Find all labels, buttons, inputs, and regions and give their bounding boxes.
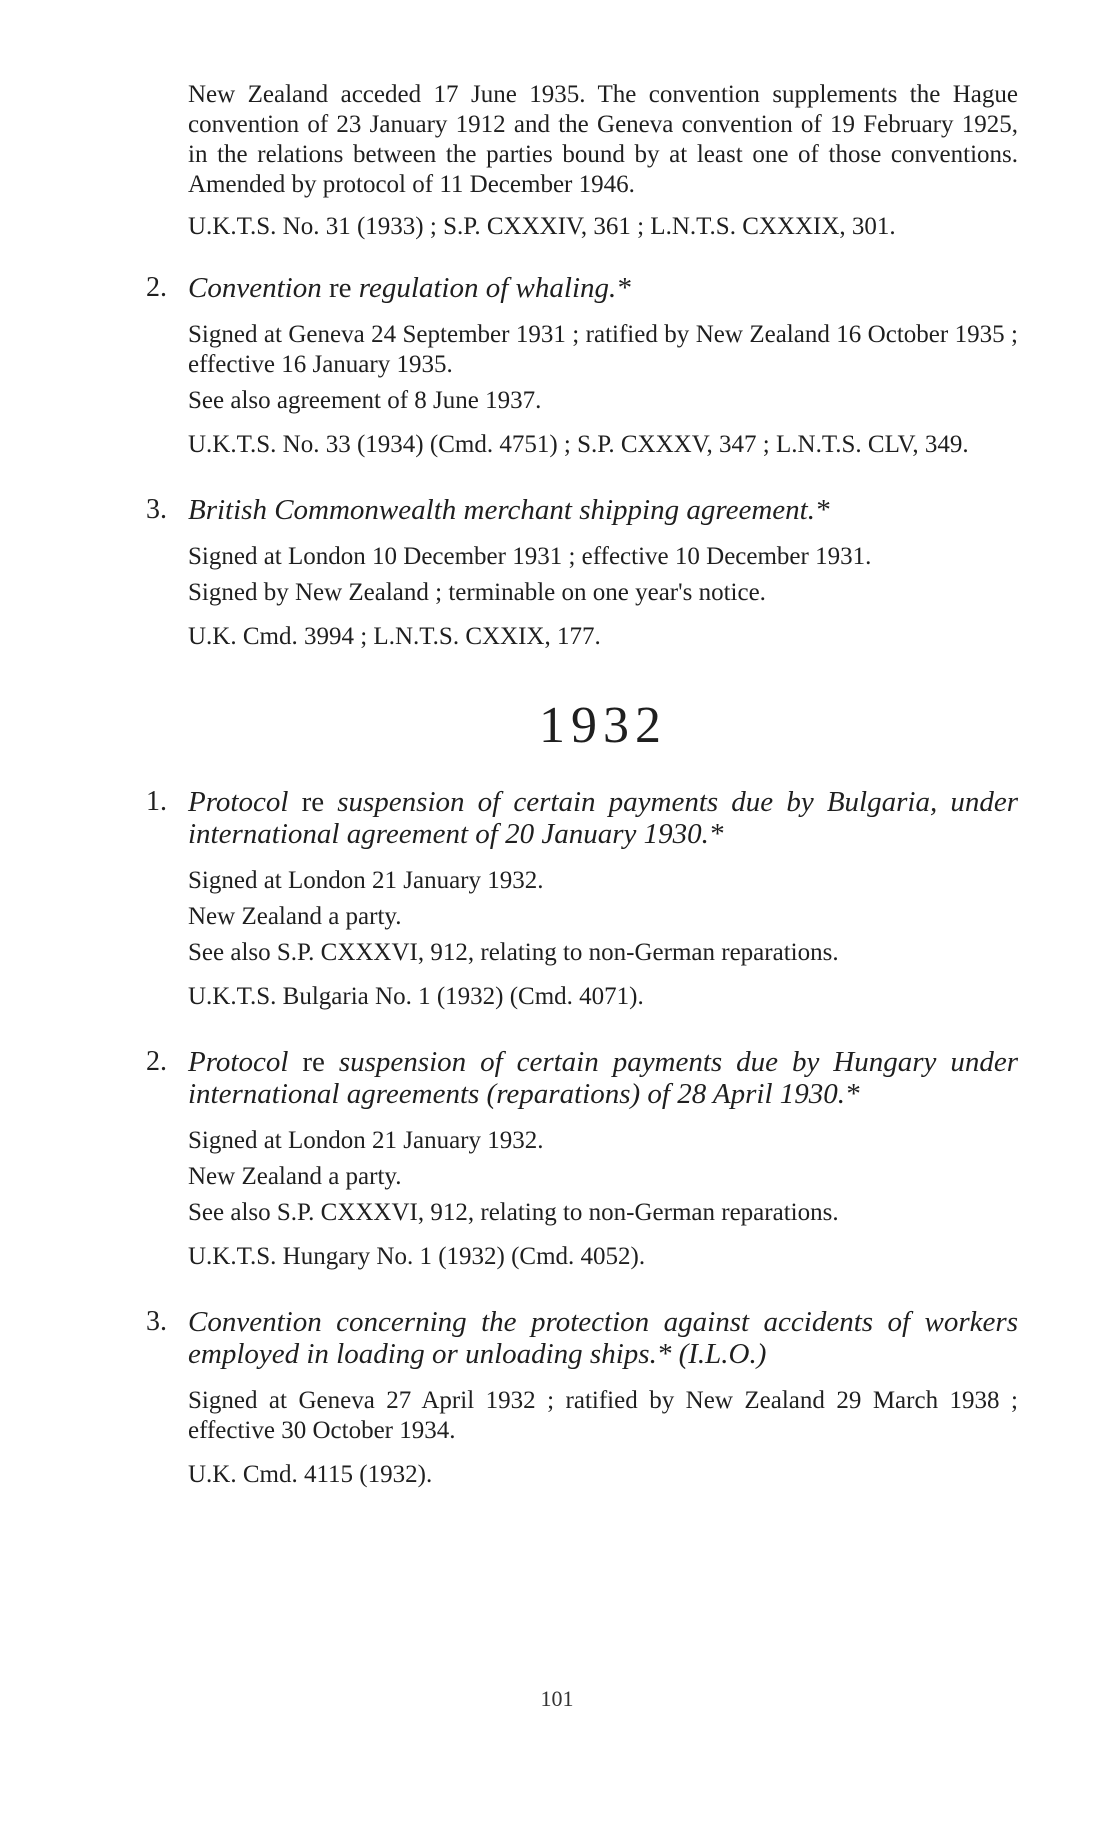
title-part: suspension of certain payments due by Hungary under international agreements (reparations) of 28 April 1930.* <box>188 1046 1019 1110</box>
intro-block <box>188 80 1018 242</box>
intro-reference: U.K.T.S. No. 31 (1933) ; S.P. CXXXIV, 361 ; L.N.T.S. CXXXIX, 301. <box>188 213 896 240</box>
entry-1932-3 <box>146 1306 1018 1490</box>
entry-see-also: See also S.P. CXXXVI, 912, relating to non-German reparations. <box>188 1199 839 1226</box>
entry-party: New Zealand a party. <box>188 903 402 930</box>
entry-number: 2. <box>146 272 167 303</box>
title-re: re <box>321 272 359 304</box>
entry-details: Signed at London 21 January 1932. <box>188 1127 544 1154</box>
entry-see-also: See also agreement of 8 June 1937. <box>188 387 542 414</box>
entry-title <box>188 1306 1018 1370</box>
title-re: re <box>288 786 338 818</box>
year-heading: 1932 <box>539 697 667 754</box>
entry-1932-2 <box>146 1046 1019 1272</box>
entry-1932-1 <box>146 786 1018 1012</box>
intro-text: New Zealand acceded 17 June 1935. The convention supplements the Hague convention of 23 January 1912 and the Geneva convention of 19 February 1925, in the relations between the parties bound by at least one of those conventions. Amended by protocol of 11 December 1946. <box>188 81 1018 198</box>
title-part: regulation of whaling.* <box>358 272 631 304</box>
entry-title <box>188 272 1018 304</box>
entry-reference: U.K.T.S. Hungary No. 1 (1932) (Cmd. 4052). <box>188 1243 646 1270</box>
title-part: Convention concerning the protection against accidents of workers employed in loading or unloading ships.* (I.L.O.) <box>188 1306 1018 1370</box>
title-re: re <box>288 1046 339 1078</box>
entry-details: Signed at London 21 January 1932. <box>188 867 544 894</box>
entry-details: Signed at London 10 December 1931 ; effective 10 December 1931. <box>188 543 872 570</box>
entry-see-also: See also S.P. CXXXVI, 912, relating to non-German reparations. <box>188 939 839 966</box>
title-part: British Commonwealth merchant shipping agreement.* <box>188 494 830 526</box>
title-part: Protocol <box>188 786 289 818</box>
entry-title <box>188 1046 1018 1110</box>
entry-reference: U.K. Cmd. 4115 (1932). <box>188 1461 433 1488</box>
title-part: Protocol <box>188 1046 289 1078</box>
entry-party: New Zealand a party. <box>188 1163 402 1190</box>
entry-number: 2. <box>146 1046 167 1077</box>
document-page <box>146 80 1019 1490</box>
entry-reference: U.K.T.S. Bulgaria No. 1 (1932) (Cmd. 4071). <box>188 983 644 1010</box>
entry-1931-2 <box>146 272 1018 460</box>
title-part: suspension of certain payments due by Bulgaria, under international agreement of 20 January 1930.* <box>188 786 1018 850</box>
entry-1931-3 <box>146 494 1018 652</box>
entry-reference: U.K.T.S. No. 33 (1934) (Cmd. 4751) ; S.P. CXXXV, 347 ; L.N.T.S. CLV, 349. <box>188 431 969 458</box>
entry-reference: U.K. Cmd. 3994 ; L.N.T.S. CXXIX, 177. <box>188 623 601 650</box>
entry-number: 3. <box>146 494 167 525</box>
entry-number: 3. <box>146 1306 167 1337</box>
entry-number: 1. <box>146 786 167 817</box>
entry-note: Signed by New Zealand ; terminable on one year's notice. <box>188 579 766 606</box>
title-part: Convention <box>188 272 322 304</box>
entry-details: Signed at Geneva 24 September 1931 ; ratified by New Zealand 16 October 1935 ; effective 16 January 1935. <box>188 321 1018 378</box>
entry-details: Signed at Geneva 27 April 1932 ; ratified by New Zealand 29 March 1938 ; effective 30 October 1934. <box>188 1387 1018 1444</box>
entry-title <box>188 494 1018 526</box>
entry-title <box>188 786 1018 850</box>
page-number: 101 <box>540 1686 574 1711</box>
